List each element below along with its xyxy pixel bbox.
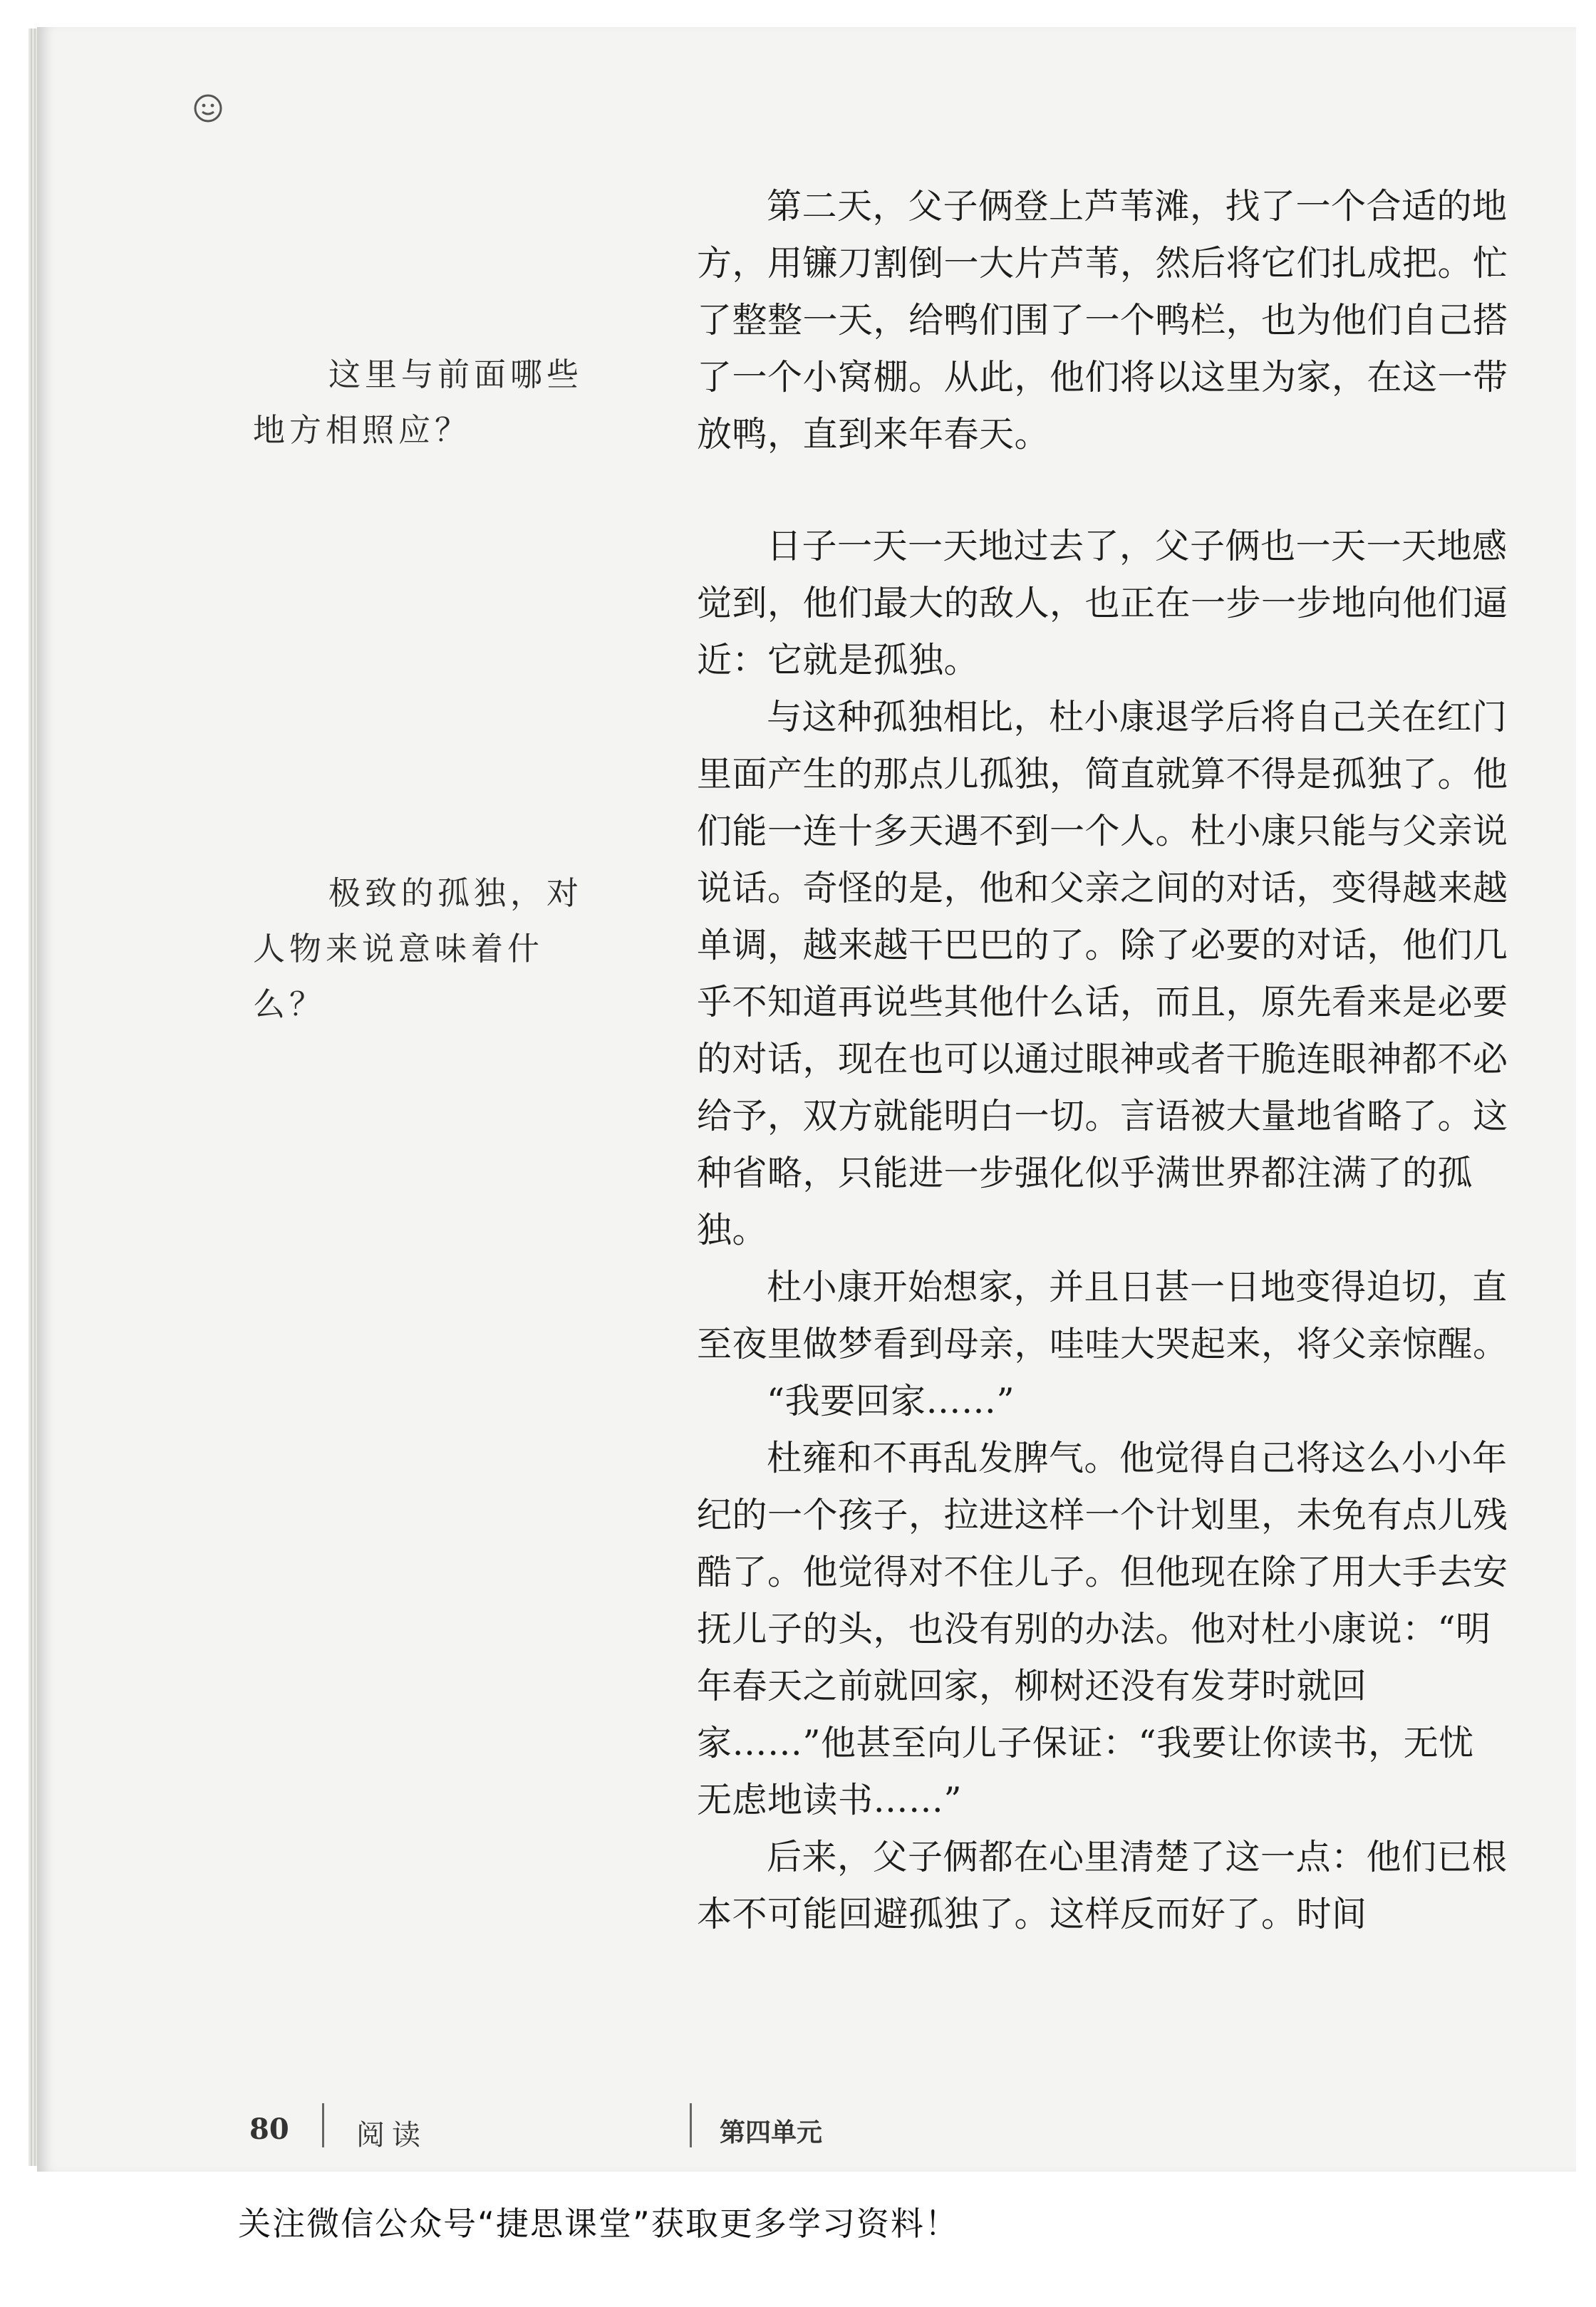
margin-note: 极致的孤独，对人物来说意味着什么？	[253, 874, 584, 1023]
paragraph: 与这种孤独相比，杜小康退学后将自己关在红门里面产生的那点儿孤独，简直就算不得是孤独了。他们能一连十多天遇不到一个人。杜小康只能与父亲说说话。奇怪的是，他和父亲之间的对话，变得越来越单调，越来越干巴巴的了。除了必要的对话，他们几乎不知道再说些其他什么话，而且，原先看来是必要的对话，现在也可以通过眼神或者干脆连眼神都不必给予，双方就能明白一切。言语被大量地省略了。这种省略，只能进一步强化似乎满世界都注满了的孤独。	[697, 697, 1508, 1250]
body-text	[697, 178, 1509, 1943]
margin-note: 这里与前面哪些地方相照应？	[253, 356, 584, 449]
unit-label: 第四单元	[720, 2117, 823, 2147]
paragraph: 日子一天一天地过去了，父子俩也一天一天地感觉到，他们最大的敌人，也正在一步一步地向他们逼近：它就是孤独。	[697, 526, 1508, 680]
smiley-face-icon	[192, 93, 224, 124]
page-number: 80	[249, 2112, 289, 2146]
paragraph: 第二天，父子俩登上芦苇滩，找了一个合适的地方，用镰刀割倒一大片芦苇，然后将它们扎成把。忙了整整一天，给鸭们围了一个鸭栏，也为他们自己搭了一个小窝棚。从此，他们将以这里为家，在这一带放鸭，直到来年春天。	[697, 186, 1508, 455]
footer-divider	[690, 2103, 692, 2147]
paragraph: 杜雍和不再乱发脾气。他觉得自己将这么小小年纪的一个孩子，拉进这样一个计划里，未免有点儿残酷了。他觉得对不住儿子。但他现在除了用大手去安抚儿子的头，也没有别的办法。他对杜小康说：“明年春天之前就回家，柳树还没有发芽时就回家……”他甚至向儿子保证：“我要让你读书，无忧无虑地读书……”	[697, 1438, 1508, 1820]
paragraph: “我要回家……”	[767, 1381, 1015, 1421]
footer-divider	[322, 2103, 324, 2147]
section-label: 阅读	[356, 2119, 428, 2152]
paragraph: 杜小康开始想家，并且日甚一日地变得迫切，直至夜里做梦看到母亲，哇哇大哭起来，将父亲惊醒。	[697, 1267, 1508, 1364]
paragraph: 后来，父子俩都在心里清楚了这一点：他们已根本不可能回避孤独了。这样反而好了。时间	[697, 1837, 1508, 1934]
watermark-caption: 关注微信公众号“捷思课堂”获取更多学习资料！	[238, 2204, 959, 2243]
